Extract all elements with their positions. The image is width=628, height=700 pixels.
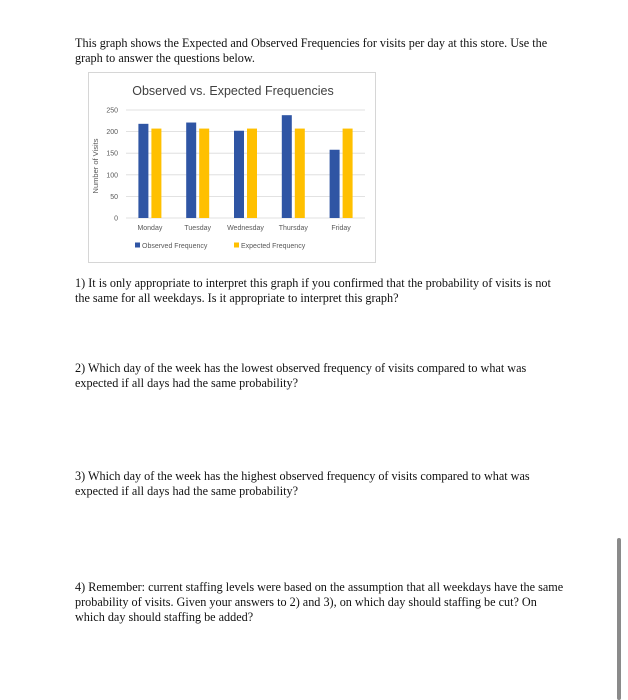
- expected-bar-friday: [343, 129, 353, 218]
- chart-canvas: [89, 73, 377, 264]
- question-2: 2) Which day of the week has the lowest observed frequency of visits compared to what was expected if all days had the same probability?: [75, 361, 527, 390]
- legend-expected-swatch: [234, 243, 239, 248]
- legend-observed-label: Observed Frequency: [142, 243, 208, 250]
- observed-bar-tuesday: [186, 123, 196, 218]
- observed-bar-wednesday: [234, 131, 244, 218]
- x-axis-ticks: [137, 225, 351, 232]
- intro-text: This graph shows the Expected and Observed Frequencies for visits per day at this store. Use the graph to answer the questions below.: [75, 36, 548, 65]
- y-axis-title: Number of Visits: [91, 138, 100, 194]
- x-tick-label: Friday: [331, 225, 351, 232]
- legend: [135, 243, 306, 251]
- x-tick-label: Thursday: [278, 225, 308, 232]
- y-tick-label: 200: [106, 129, 118, 137]
- vertical-scrollbar[interactable]: [617, 538, 621, 700]
- question-3: 3) Which day of the week has the highest observed frequency of visits compared to what was expected if all days had the same probability?: [75, 469, 530, 498]
- y-tick-label: 100: [106, 172, 118, 180]
- legend-expected-label: Expected Frequency: [241, 243, 306, 250]
- expected-bar-monday: [151, 129, 161, 218]
- y-axis-ticks: [106, 108, 118, 223]
- expected-bar-tuesday: [199, 129, 209, 218]
- y-tick-label: 0: [114, 215, 118, 223]
- x-tick-label: Monday: [137, 225, 163, 232]
- observed-bar-monday: [138, 124, 148, 218]
- chart-title: Observed vs. Expected Frequencies: [132, 84, 334, 98]
- bars: [138, 115, 352, 218]
- question-1: 1) It is only appropriate to interpret this graph if you confirmed that the probability of visits is not the same for all weekdays. Is it appropriate to interpret this graph?: [75, 276, 551, 305]
- y-tick-label: 250: [106, 107, 118, 115]
- expected-bar-thursday: [295, 129, 305, 218]
- y-tick-label: 50: [110, 193, 118, 201]
- expected-bar-wednesday: [247, 129, 257, 218]
- observed-bar-friday: [330, 150, 340, 218]
- y-tick-label: 150: [106, 150, 118, 158]
- x-tick-label: Tuesday: [184, 225, 211, 232]
- frequency-chart: [88, 72, 376, 263]
- observed-bar-thursday: [282, 115, 292, 218]
- x-tick-label: Wednesday: [227, 225, 264, 232]
- gridlines: [126, 110, 365, 218]
- question-4: 4) Remember: current staffing levels were based on the assumption that all weekdays have the same probability of visits. Given your answers to 2) and 3), on which day should staffing be cut? On which day should staffing be added?: [75, 580, 564, 624]
- legend-observed-swatch: [135, 243, 140, 248]
